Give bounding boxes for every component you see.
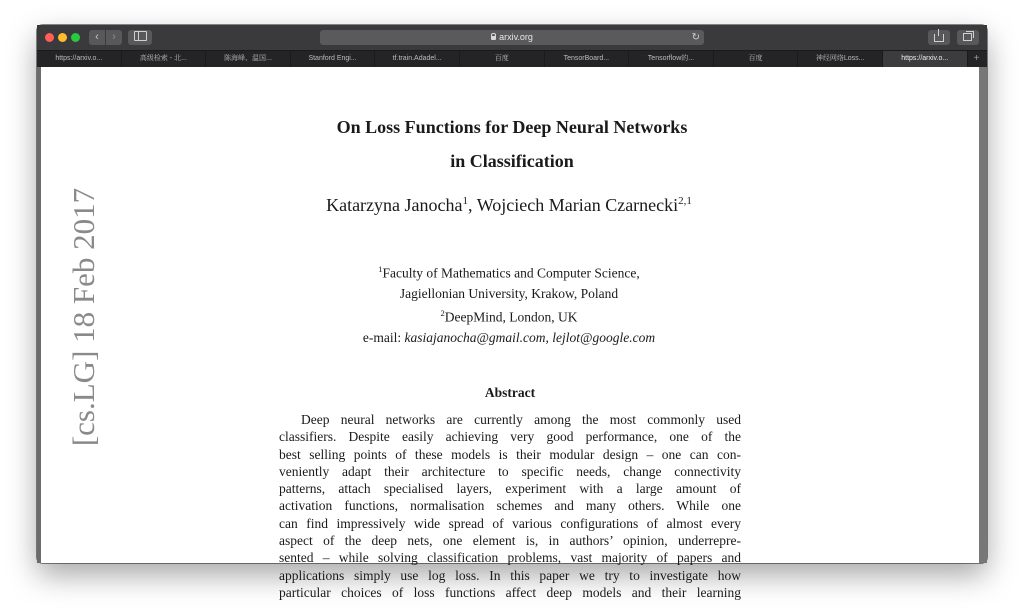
abstract-line: veniently adapt their architecture to specific needs, change connectivity xyxy=(279,463,741,479)
abstract-line: aspect of the deep nets, one element is, in authors’ opinion, underrepre- xyxy=(279,533,741,549)
affiliation-mark: 2 xyxy=(440,308,445,318)
author-name: Katarzyna Janocha xyxy=(326,195,463,215)
author-name: Wojciech Marian Czarnecki xyxy=(476,195,679,215)
author-separator: , xyxy=(468,195,477,215)
share-button[interactable] xyxy=(928,30,950,45)
affiliation-mark: 1 xyxy=(378,264,383,274)
abstract-line: applications simply use log loss. In this paper we try to investigate how xyxy=(279,567,741,583)
abstract-line: Deep neural networks are currently among the most commonly used xyxy=(301,412,741,427)
contact-email xyxy=(37,330,981,346)
address-bar-url: arxiv.org xyxy=(499,32,533,42)
abstract-body xyxy=(279,411,741,601)
tab-bar xyxy=(37,50,987,68)
tab-overview-button[interactable] xyxy=(957,30,979,45)
browser-tab[interactable]: Tensorflow的... xyxy=(629,51,714,67)
abstract-line: best selling points of these models is their modular design – one can con- xyxy=(279,446,741,462)
close-window-button[interactable] xyxy=(45,33,54,42)
lock-icon xyxy=(491,36,496,40)
browser-tab[interactable]: 高级检索 - 北... xyxy=(122,51,207,67)
browser-tab[interactable]: https://arxiv.o... xyxy=(37,51,122,67)
abstract-line: classifiers. Despite easily achieving very good performance, one of the xyxy=(279,429,741,445)
plus-icon: + xyxy=(973,53,980,64)
browser-window xyxy=(37,25,987,600)
affiliation-text: DeepMind, London, UK xyxy=(444,309,578,325)
email-addresses: kasiajanocha@gmail.com, lejlot@google.com xyxy=(404,330,656,345)
affiliation-2 xyxy=(37,308,981,326)
paper-authors xyxy=(37,195,981,216)
chevron-right-icon: › xyxy=(112,31,116,43)
share-icon xyxy=(934,34,944,42)
browser-tab[interactable]: Stanford Engi... xyxy=(291,51,376,67)
browser-tab[interactable]: 百度 xyxy=(460,51,545,67)
forward-button[interactable] xyxy=(106,30,122,45)
reload-icon[interactable]: ↻ xyxy=(691,32,700,43)
paper-title-line-1: On Loss Functions for Deep Neural Networks xyxy=(336,117,688,137)
author-affiliation-mark: 1 xyxy=(462,195,469,207)
chevron-left-icon: ‹ xyxy=(95,31,99,43)
abstract-line: can find impressively wide spread of various configurations of almost every xyxy=(279,515,741,531)
arxiv-stamp: [cs.LG] 18 Feb 2017 xyxy=(66,187,101,447)
abstract-line: patterns, attach specialised layers, experiment with a large amount of xyxy=(279,481,741,497)
affiliation-1-line-2: Jagiellonian University, Krakow, Poland xyxy=(399,286,619,301)
browser-tab[interactable]: 陈海峰、温国... xyxy=(206,51,291,67)
abstract-line: particular choices of loss functions affect deep models and their learning xyxy=(279,584,741,600)
address-bar[interactable] xyxy=(320,30,704,45)
browser-tab[interactable]: 神经网络Loss... xyxy=(798,51,883,67)
paper-title-line-2: in Classification xyxy=(450,151,574,171)
back-button[interactable] xyxy=(89,30,105,45)
browser-tab[interactable]: tf.train.Adadel... xyxy=(375,51,460,67)
affiliation-1-line-1 xyxy=(37,264,981,282)
new-tab-button[interactable] xyxy=(968,51,986,67)
minimize-window-button[interactable] xyxy=(58,33,67,42)
title-bar xyxy=(37,25,987,50)
affiliation-text: Faculty of Mathematics and Computer Science, xyxy=(382,265,640,281)
browser-tab[interactable]: 百度 xyxy=(714,51,799,67)
sidebar-icon xyxy=(134,31,147,41)
browser-tab-active[interactable]: https://arxiv.o... xyxy=(883,51,968,67)
pdf-viewer[interactable] xyxy=(37,67,987,600)
sidebar-toggle-button[interactable] xyxy=(128,30,152,45)
browser-tab[interactable]: TensorBoard... xyxy=(545,51,630,67)
abstract-heading: Abstract xyxy=(484,385,536,400)
author-affiliation-mark: 2,1 xyxy=(678,195,692,207)
tab-overview-icon xyxy=(963,33,972,41)
abstract-line: sented – while solving classification problems, vast majority of papers and xyxy=(279,550,741,566)
abstract-line: activation functions, normalisation schemes and many others. While one xyxy=(279,498,741,514)
zoom-window-button[interactable] xyxy=(71,33,80,42)
email-label: e-mail: xyxy=(362,330,405,345)
